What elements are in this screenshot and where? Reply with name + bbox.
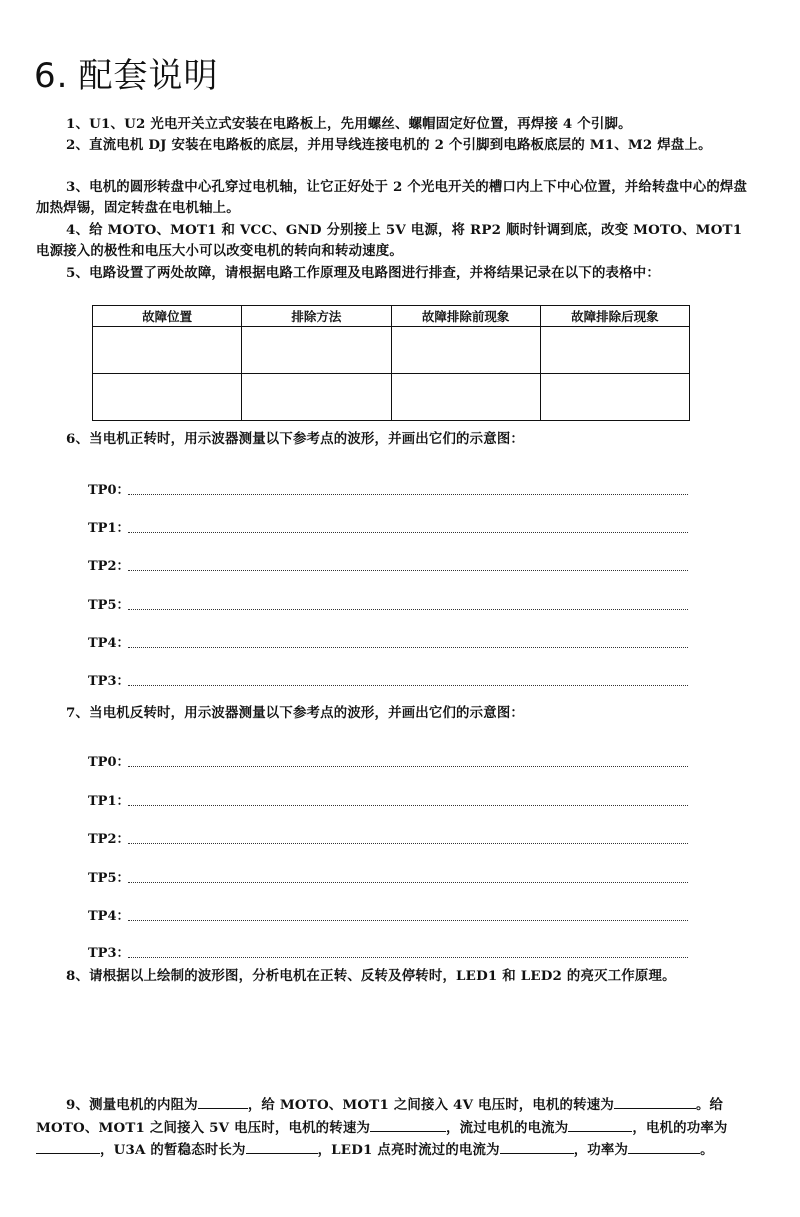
- instruction-9: 9、测量电机的内阻为 ，给 MOTO、MOT1 之间接入 4V 电压时，电机的转速为 。给 MOTO、MOT1 之间接入 5V 电压时，电机的转速为 ，流过电机的电流为 ，电机的功率为，U3A 的暂稳态时长为 ，LED1 点亮时流过的电流为 ，功率为 。: [36, 1094, 752, 1162]
- table-cell[interactable]: [242, 327, 391, 374]
- page-title: [34, 48, 218, 97]
- instruction-7: 7、当电机反转时，用示波器测量以下参考点的波形，并画出它们的示意图：: [66, 705, 525, 721]
- tp-line-forward: [88, 593, 688, 613]
- tp-line-reverse: [88, 904, 688, 924]
- table-cell[interactable]: [540, 374, 689, 421]
- table-header-row: [93, 306, 690, 327]
- fault-table: [92, 305, 690, 421]
- instruction-2: 2、直流电机 DJ 安装在电路板的底层，并用导线连接电机的 2 个引脚到电路板底层的 M1、M2 焊盘上。: [66, 137, 712, 153]
- instruction-4: 4、给 MOTO、MOT1 和 VCC、GND 分别接上 5V 电源，将 RP2 顺时针调到底，改变 MOTO、MOT1 电源接入的极性和电压大小可以改变电机的转向和转动速度。: [36, 222, 743, 259]
- instruction-1: 1、U1、U2 光电开关立式安装在电路板上，先用螺丝、螺帽固定好位置，再焊接 4 个引脚。: [66, 116, 632, 132]
- answer-dotted-line[interactable]: [128, 673, 688, 686]
- blank-u3a-duration[interactable]: [246, 1139, 318, 1154]
- tp-label: TP0：: [88, 755, 130, 770]
- tp-label: TP5：: [88, 871, 130, 886]
- tp-line-reverse: [88, 750, 688, 770]
- tp-label: TP3：: [88, 674, 130, 689]
- tp-line-forward: [88, 554, 688, 574]
- instruction-3: 3、电机的圆形转盘中心孔穿过电机轴，让它正好处于 2 个光电开关的槽口内上下中心位置，并给转盘中心的焊盘加热焊锡，固定转盘在电机轴上。: [36, 179, 748, 216]
- header-before-fix: 故障排除前现象: [391, 306, 540, 327]
- blank-led1-power[interactable]: [628, 1139, 700, 1154]
- tp-label: TP2：: [88, 832, 130, 847]
- answer-dotted-line[interactable]: [128, 558, 688, 571]
- table-cell[interactable]: [93, 374, 242, 421]
- tp-label: TP2：: [88, 559, 130, 574]
- tp-line-forward: [88, 478, 688, 498]
- table-cell[interactable]: [242, 374, 391, 421]
- blank-motor-resistance[interactable]: [198, 1094, 248, 1109]
- table-cell[interactable]: [540, 327, 689, 374]
- blank-motor-power[interactable]: [36, 1139, 100, 1154]
- tp-line-forward: [88, 516, 688, 536]
- answer-dotted-line[interactable]: [128, 635, 688, 648]
- answer-dotted-line[interactable]: [128, 754, 688, 767]
- section-title: 配套说明: [78, 56, 219, 96]
- header-fault-location: 故障位置: [93, 306, 242, 327]
- tp-label: TP4：: [88, 909, 130, 924]
- blank-led1-current[interactable]: [500, 1139, 574, 1154]
- answer-dotted-line[interactable]: [128, 831, 688, 844]
- tp-label: TP3：: [88, 946, 130, 961]
- tp-line-reverse: [88, 941, 688, 961]
- tp-label: TP1：: [88, 794, 130, 809]
- answer-dotted-line[interactable]: [128, 520, 688, 533]
- answer-dotted-line[interactable]: [128, 597, 688, 610]
- answer-dotted-line[interactable]: [128, 793, 688, 806]
- tp-label: TP5：: [88, 598, 130, 613]
- tp-line-reverse: [88, 866, 688, 886]
- blank-speed-5v[interactable]: [370, 1117, 446, 1132]
- table-row: [93, 374, 690, 421]
- header-fix-method: 排除方法: [242, 306, 391, 327]
- tp-label: TP4：: [88, 636, 130, 651]
- answer-dotted-line[interactable]: [128, 908, 688, 921]
- table-row: [93, 327, 690, 374]
- answer-dotted-line[interactable]: [128, 482, 688, 495]
- header-after-fix: 故障排除后现象: [540, 306, 689, 327]
- tp-line-forward: [88, 631, 688, 651]
- table-cell[interactable]: [391, 374, 540, 421]
- section-number: 6.: [34, 56, 69, 96]
- instruction-8: 8、请根据以上绘制的波形图，分析电机在正转、反转及停转时，LED1 和 LED2 的亮灭工作原理。: [66, 968, 676, 984]
- tp-line-reverse: [88, 827, 688, 847]
- blank-motor-current[interactable]: [568, 1117, 632, 1132]
- instruction-5: 5、电路设置了两处故障，请根据电路工作原理及电路图进行排查，并将结果记录在以下的表格中：: [66, 265, 660, 281]
- table-cell[interactable]: [93, 327, 242, 374]
- answer-dotted-line[interactable]: [128, 870, 688, 883]
- tp-line-reverse: [88, 789, 688, 809]
- tp-label: TP1：: [88, 521, 130, 536]
- tp-label: TP0：: [88, 483, 130, 498]
- blank-speed-4v[interactable]: [614, 1094, 696, 1109]
- instruction-6: 6、当电机正转时，用示波器测量以下参考点的波形，并画出它们的示意图：: [66, 431, 525, 447]
- tp-line-forward: [88, 669, 688, 689]
- answer-dotted-line[interactable]: [128, 945, 688, 958]
- table-cell[interactable]: [391, 327, 540, 374]
